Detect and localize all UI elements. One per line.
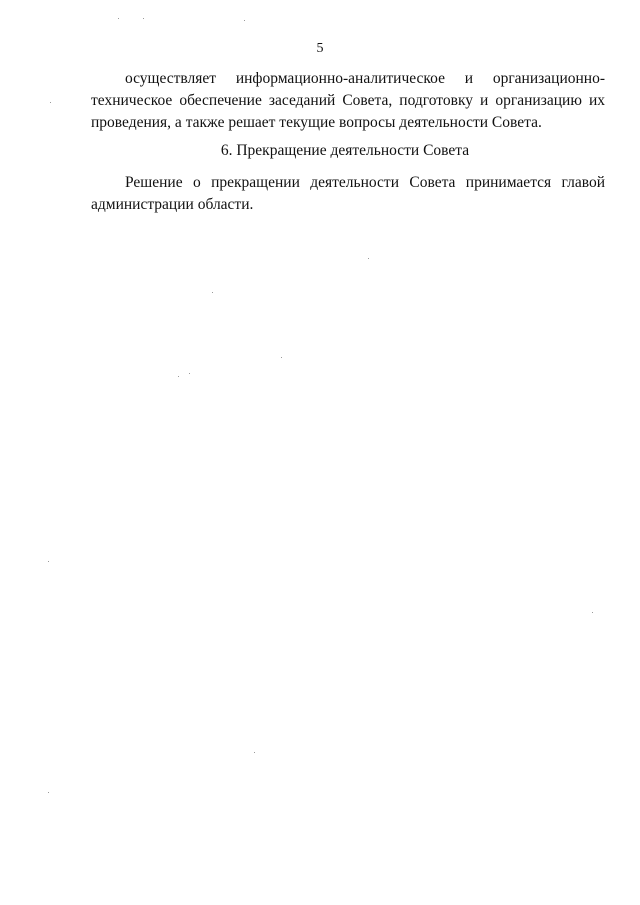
scan-speck — [244, 20, 245, 21]
scan-speck — [118, 18, 119, 19]
paragraph-council-support — [91, 68, 605, 134]
paragraph-line: Решение о прекращении деятельности Совета принимается главой — [125, 174, 605, 191]
paragraph-termination-decision — [91, 172, 605, 216]
section-heading-termination: 6. Прекращение деятельности Совета — [220, 142, 470, 159]
scan-speck — [254, 752, 255, 753]
scan-speck — [143, 18, 144, 19]
scan-speck — [368, 258, 369, 259]
paragraph-line: администрации области. — [91, 196, 254, 213]
scan-speck — [50, 102, 51, 103]
page-number: 5 — [316, 41, 324, 56]
scan-speck — [178, 376, 179, 377]
paragraph-line: техническое обеспечение заседаний Совета, подготовку и организацию их — [91, 92, 605, 109]
scan-speck — [48, 792, 49, 793]
scan-speck — [212, 292, 213, 293]
paragraph-line: осуществляет информационно-аналитическое и организационно- — [125, 70, 605, 87]
scan-speck — [189, 373, 190, 374]
paragraph-line: проведения, а также решает текущие вопросы деятельности Совета. — [91, 114, 542, 131]
scan-speck — [592, 612, 593, 613]
scan-speck — [281, 357, 282, 358]
scan-speck — [48, 561, 49, 562]
